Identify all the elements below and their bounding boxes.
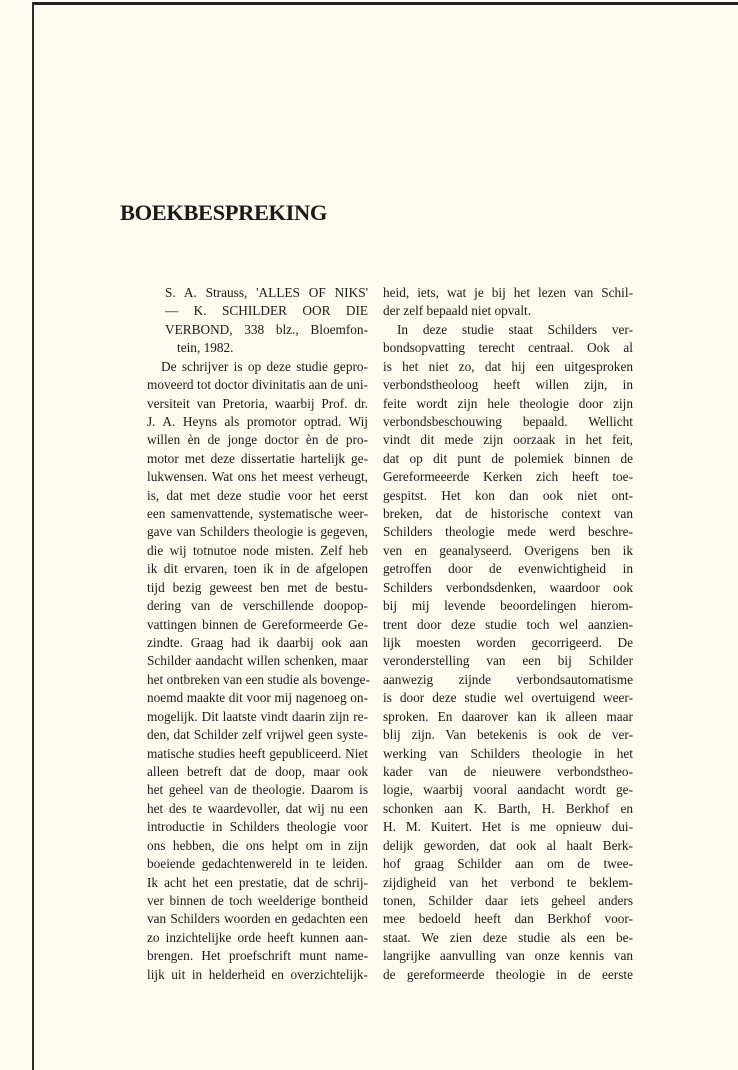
body-line: Ik acht het een prestatie, dat de schrij- <box>147 874 368 890</box>
body-line: veronderstelling van een bij Schilder <box>383 653 633 669</box>
body-line: alleen betreft dat de doop, maar ook <box>147 763 368 779</box>
body-line: In deze studie staat Schilders ver- <box>397 321 633 337</box>
body-line: vattingen binnen de Gereformeerde Ge- <box>147 616 368 632</box>
body-line: den, dat Schilder zelf vrijwel geen syste- <box>147 727 368 743</box>
body-line: Schilder aandacht willen schenken, maar <box>147 653 368 669</box>
body-line: staat. We zien deze studie als een be- <box>383 929 633 945</box>
body-line: die wij totnutoe node misten. Zelf heb <box>147 542 368 558</box>
body-line: langrijke aanvulling van onze kennis van <box>383 948 633 964</box>
body-line: getroffen door de evenwichtigheid in <box>383 561 633 577</box>
body-line: mee bedoeld heeft dan Berkhof voor- <box>383 911 633 927</box>
body-line: sproken. En daarover kan ik alleen maar <box>383 708 633 724</box>
body-line: schonken aan K. Barth, H. Berkhof en <box>383 800 633 816</box>
body-line: noemd maakte dit voor mij nagenoeg on- <box>147 690 368 706</box>
page-top-border <box>32 2 738 5</box>
body-line: lijk uit in helderheid en overzichtelijk- <box>147 966 368 982</box>
body-line: brengen. Het proefschrift munt name- <box>147 948 368 964</box>
body-line: aanwezig zijnde verbondsautomatisme <box>383 671 633 687</box>
body-line: het geheel van de theologie. Daarom is <box>147 782 368 798</box>
body-line: heid, iets, wat je bij het lezen van Schil- <box>383 285 633 300</box>
body-line: tijd bezig geweest ben met de bestu- <box>147 579 368 595</box>
body-line: gespitst. Het kon dan ook niet ont- <box>383 487 633 503</box>
body-line: het des te waardevoller, dat wij nu een <box>147 800 368 816</box>
body-line: logie, waarbij vooral aandacht wordt ge- <box>383 782 633 798</box>
body-line: Schilders verbondsdenken, waardoor ook <box>383 579 633 595</box>
body-line: werking van Schilders theologie in het <box>383 745 633 761</box>
body-line: boeiende gedachtenwereld in te leiden. <box>147 856 368 872</box>
body-line: willen èn de jonge doctor èn de pro- <box>147 432 368 448</box>
body-line: verbondstheoloog heeft willen zijn, in <box>383 377 633 393</box>
body-line: ver binnen de toch weelderige bontheid <box>147 892 368 908</box>
body-line: vindt dit mede zijn oorzaak in het feit, <box>383 432 633 448</box>
body-line: gave van Schilders theologie is gegeven, <box>147 524 368 540</box>
body-line: is door deze studie wel overtuigend weer- <box>383 690 633 706</box>
body-line: dering van de verschillende doopop- <box>147 598 368 614</box>
body-line: tonen, Schilder daar iets geheel anders <box>383 892 633 908</box>
body-line: trent door deze studie toch wel aanzien- <box>383 616 633 632</box>
body-line: van Schilders woorden en gedachten een <box>147 911 368 927</box>
body-line: ons hebben, die ons helpt om in zijn <box>147 837 368 853</box>
citation-line: — K. SCHILDER OOR DIE <box>165 303 368 319</box>
page-left-border <box>32 2 34 1070</box>
body-line: is, dat met deze studie voor het eerst <box>147 487 368 503</box>
body-line: mogelijk. Dit laatste vindt daarin zijn re- <box>147 708 368 724</box>
body-line: ik dit ervaren, toen ik in de afgelopen <box>147 561 368 577</box>
body-line: lukwensen. Wat ons het meest verheugt, <box>147 469 368 485</box>
citation-line: VERBOND, 338 blz., Bloemfon- <box>165 321 368 337</box>
body-line: versiteit van Pretoria, waarbij Prof. dr. <box>147 395 368 411</box>
page-title: BOEKBESPREKING <box>120 200 327 225</box>
body-line: feite wordt zijn hele theologie door zijn <box>383 395 633 411</box>
body-line: lijk moesten worden gecorrigeerd. De <box>383 635 633 651</box>
body-line: Schilders theologie mede werd beschre- <box>383 524 633 540</box>
body-line: kader van de nieuwere verbondstheo- <box>383 763 633 779</box>
body-line: zo inzichtelijke orde heeft kunnen aan- <box>147 929 368 945</box>
body-line: dat op dit punt de polemiek binnen de <box>383 450 633 466</box>
left-column <box>147 284 371 984</box>
body-line: moveerd tot doctor divinitatis aan de uni- <box>147 377 368 393</box>
body-line: delijk geworden, dat ook al haalt Berk- <box>383 837 633 853</box>
body-line: blij zijn. Van betekenis is ook de ver- <box>383 727 633 743</box>
body-line: breken, dat de historische context van <box>383 506 633 522</box>
body-line: ven en geanalyseerd. Overigens ben ik <box>383 542 633 558</box>
body-line: H. M. Kuitert. Het is me opnieuw dui- <box>383 819 633 835</box>
right-column <box>383 284 633 984</box>
body-line: introductie in Schilders theologie voor <box>147 819 368 835</box>
body-line: J. A. Heyns als promotor optrad. Wij <box>147 413 368 429</box>
body-line: zijdigheid van het verbond te beklem- <box>383 874 633 890</box>
body-line: bij mij levende beoordelingen hierom- <box>383 598 633 614</box>
body-line: hof graag Schilder aan om de twee- <box>383 856 633 872</box>
citation-line: tein, 1982. <box>177 340 234 356</box>
body-line: motor met deze dissertatie hartelijk ge- <box>147 450 368 466</box>
citation-line: S. A. Strauss, 'ALLES OF NIKS' <box>165 285 368 300</box>
body-line: is het niet zo, dat hij een uitgesproken <box>383 358 633 374</box>
body-line: een samenvattende, systematische weer- <box>147 506 368 522</box>
body-line: zindte. Graag had ik daarbij ook aan <box>147 635 368 651</box>
body-line: bondsopvatting terecht centraal. Ook al <box>383 340 633 356</box>
body-line: matische studies heeft gepubliceerd. Niet <box>147 745 368 761</box>
body-line: het ontbreken van een studie als bovenge- <box>147 671 371 687</box>
body-line: De schrijver is op deze studie gepro- <box>161 358 368 374</box>
body-line: de gereformeerde theologie in de eerste <box>383 966 633 982</box>
body-line: verbondsbeschouwing bepaald. Wellicht <box>383 413 633 429</box>
body-line: Gereformeeerde Kerken zich heeft toe- <box>383 469 633 485</box>
body-line: der zelf bepaald niet opvalt. <box>383 303 532 319</box>
